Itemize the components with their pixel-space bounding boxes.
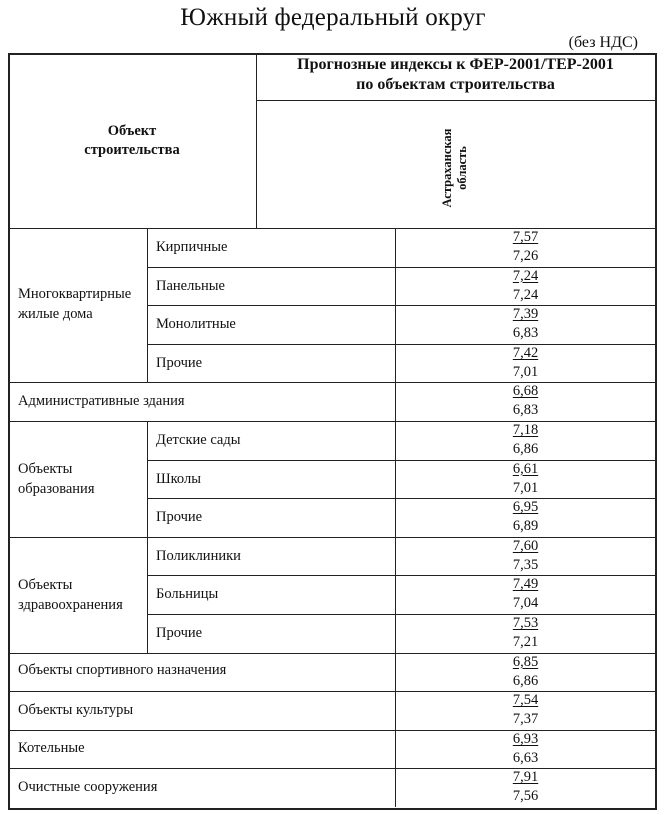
- index-value-cell: [456, 614, 596, 652]
- subcategory-label: Монолитные: [156, 316, 236, 333]
- subcategory-label: Школы: [156, 470, 201, 487]
- group-label-housing: Многоквартирные жилые дома: [18, 286, 132, 322]
- page-title: Южный федеральный округ: [180, 4, 486, 31]
- group-label-treatment: Очистные сооружения: [18, 779, 158, 795]
- group-label-culture: Объекты культуры: [18, 702, 134, 718]
- index-value-cell: [456, 730, 596, 768]
- subcategory-label: Прочие: [156, 509, 203, 526]
- index-value-top: 7,18: [512, 422, 539, 438]
- index-value-cell: [456, 267, 596, 305]
- subcategory-label: Детские сады: [156, 432, 241, 448]
- index-value-cell: [456, 498, 596, 536]
- group-separator: [9, 768, 656, 769]
- index-value-cell: [456, 768, 596, 806]
- subcategory-label: Прочие: [156, 625, 203, 641]
- row-separator: [147, 344, 656, 345]
- index-value-bottom: 6,86: [512, 672, 539, 689]
- subcategory-label: Поликлиники: [156, 547, 241, 564]
- group-label-administrative: Административные здания: [18, 393, 185, 409]
- group-separator: [9, 730, 656, 731]
- index-value-top: 7,57: [512, 229, 539, 245]
- index-value-cell: [456, 421, 596, 459]
- index-value-cell: [456, 575, 596, 613]
- index-value-top: 7,60: [512, 537, 539, 554]
- subcategory-label: Панельные: [156, 277, 225, 294]
- index-value-top: 7,54: [512, 692, 539, 709]
- indices-header-line2: по объектам строительства: [356, 76, 555, 93]
- subcategory-label: Больницы: [156, 586, 219, 603]
- group-separator: [9, 537, 656, 538]
- group-label-boilers: Котельные: [18, 740, 85, 756]
- index-value-cell: [456, 691, 596, 729]
- group-separator: [9, 382, 656, 383]
- index-value-cell: [456, 460, 596, 498]
- index-value-top: 6,85: [512, 653, 539, 670]
- index-value-top: 7,53: [512, 615, 539, 631]
- index-value-cell: [456, 537, 596, 575]
- header-divider-vertical: [256, 54, 257, 228]
- index-value-top: 6,61: [512, 460, 539, 477]
- index-value-bottom: 6,86: [512, 441, 539, 457]
- index-value-top: 6,95: [512, 499, 539, 516]
- group-label-healthcare: Объекты здравоохранения: [18, 577, 123, 613]
- group-label-education: Объекты образования: [18, 461, 95, 497]
- value-column-rule: [395, 228, 396, 807]
- index-value-bottom: 7,04: [512, 595, 539, 612]
- index-value-bottom: 6,83: [512, 402, 539, 419]
- index-value-top: 7,24: [512, 267, 539, 284]
- index-value-cell: [456, 382, 596, 420]
- subcategory-column-rule: [147, 228, 148, 382]
- indices-header-line1: Прогнозные индексы к ФЕР-2001/ТЕР-2001: [297, 56, 614, 73]
- index-value-bottom: 6,89: [512, 518, 539, 535]
- region-header-cell: [395, 108, 515, 228]
- row-separator: [147, 267, 656, 268]
- row-separator: [147, 614, 656, 615]
- object-header-line2: строительства: [84, 142, 180, 158]
- index-value-top: 7,39: [512, 306, 539, 323]
- row-separator: [147, 575, 656, 576]
- indices-header: [256, 55, 655, 95]
- index-value-bottom: 7,21: [512, 634, 539, 650]
- region-header-line1: Астраханская: [440, 128, 454, 208]
- object-header-line1: Объект: [107, 123, 157, 139]
- index-value-bottom: 6,63: [512, 749, 539, 766]
- index-value-top: 7,91: [512, 769, 539, 786]
- index-value-top: 6,68: [512, 383, 539, 400]
- index-value-bottom: 6,83: [512, 325, 539, 342]
- index-value-top: 7,42: [512, 344, 539, 361]
- index-value-bottom: 7,01: [512, 479, 539, 496]
- index-value-top: 7,49: [512, 576, 539, 593]
- index-value-cell: [456, 344, 596, 382]
- region-header-line2: область: [455, 146, 469, 190]
- index-value-bottom: 7,26: [512, 248, 539, 264]
- object-header: [10, 122, 254, 160]
- row-separator: [147, 498, 656, 499]
- index-value-cell: [456, 305, 596, 343]
- index-value-bottom: 7,37: [512, 711, 539, 728]
- index-value-bottom: 7,35: [512, 556, 539, 573]
- subcategory-label: Прочие: [156, 354, 203, 371]
- region-header: [440, 129, 470, 208]
- index-value-bottom: 7,56: [512, 788, 539, 805]
- index-value-bottom: 7,24: [512, 286, 539, 303]
- row-separator: [147, 305, 656, 306]
- index-value-top: 6,93: [512, 730, 539, 747]
- group-separator: [9, 691, 656, 692]
- index-value-cell: [456, 228, 596, 266]
- subcategory-label: Кирпичные: [156, 239, 228, 255]
- group-separator: [9, 653, 656, 654]
- vat-note: (без НДС): [568, 34, 638, 51]
- index-value-cell: [456, 653, 596, 691]
- index-value-bottom: 7,01: [512, 363, 539, 380]
- group-separator: [9, 421, 656, 422]
- row-separator: [147, 460, 656, 461]
- subcategory-column-rule: [147, 537, 148, 653]
- subcategory-column-rule: [147, 421, 148, 537]
- group-label-sports: Объекты спортивного назначения: [18, 662, 227, 678]
- header-divider-horizontal: [256, 100, 656, 101]
